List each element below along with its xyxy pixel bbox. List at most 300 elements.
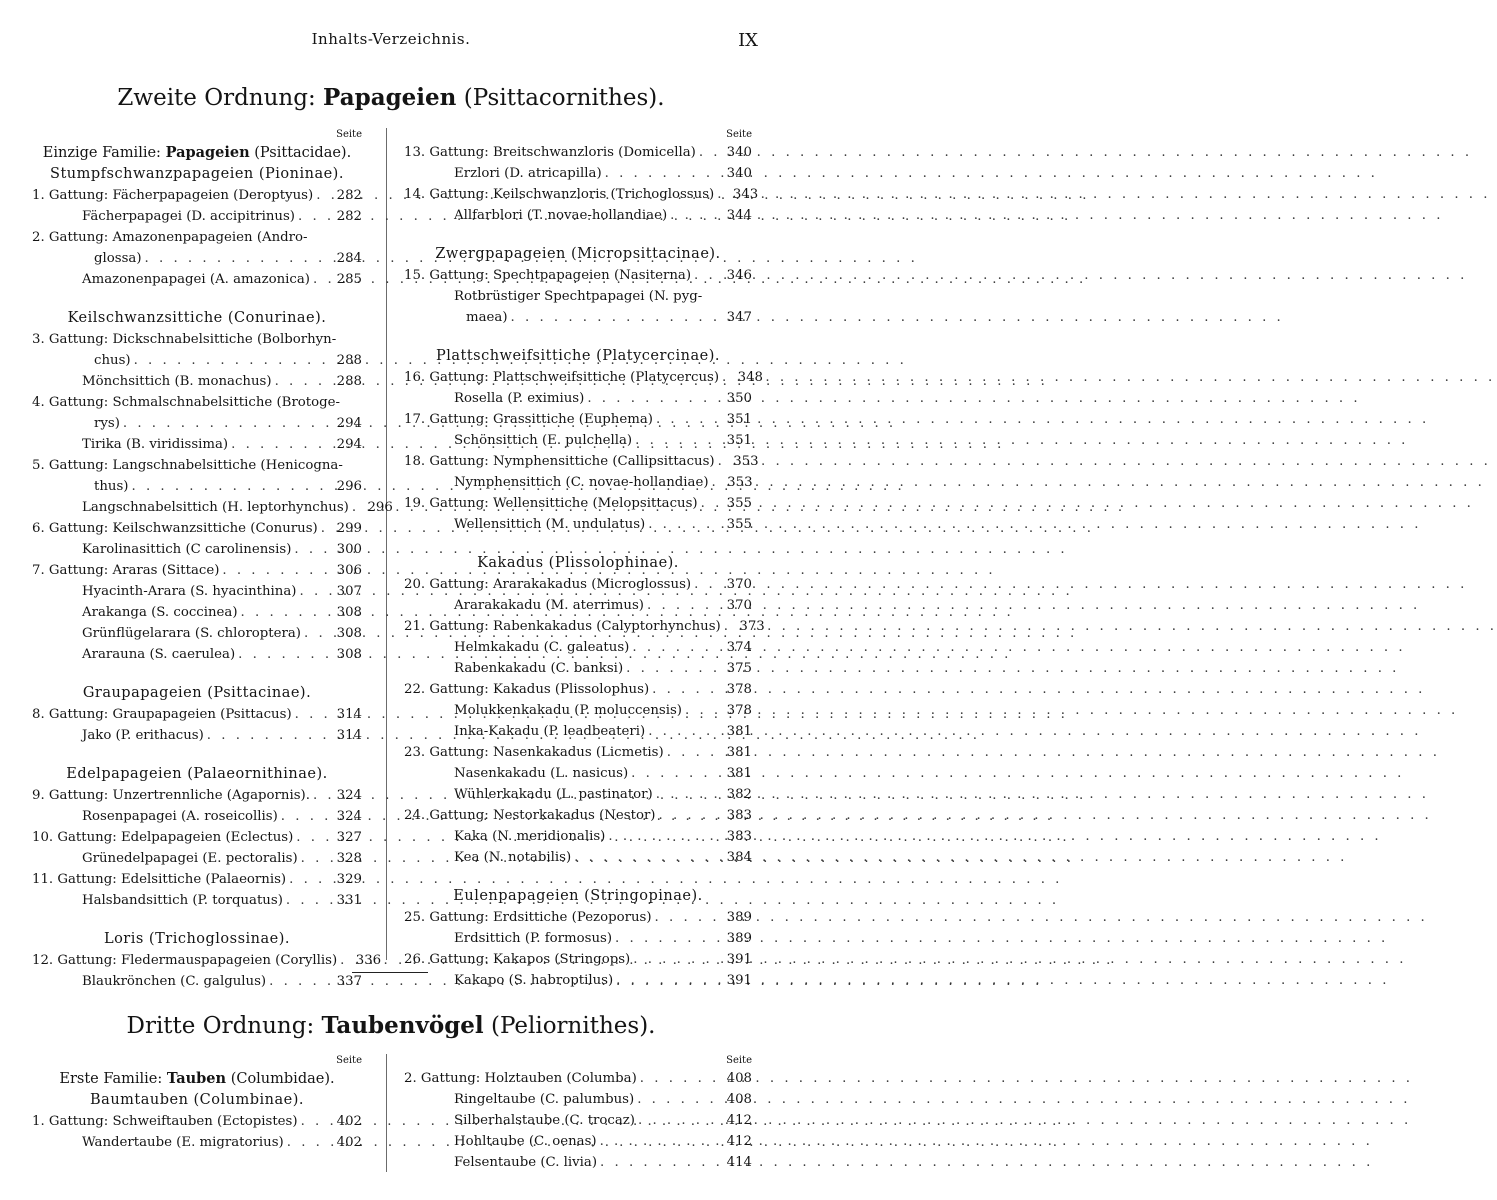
page-ref: 412	[726, 1113, 752, 1128]
entry-text: Rabenkakadu (C. banksi)	[454, 661, 624, 676]
page-ref: 350	[726, 391, 752, 406]
entry-text: 24. Gattung: Nestorkakadus (Nestor)	[404, 808, 656, 823]
leader-dots	[145, 248, 331, 269]
leader-dots	[574, 847, 721, 868]
species-entry	[404, 763, 752, 784]
genus-entry	[32, 704, 362, 725]
species-entry	[404, 970, 752, 991]
genus-entry	[32, 185, 362, 206]
entry-text: 9. Gattung: Unzertrennliche (Agapornis).	[32, 788, 310, 803]
genus-entry	[404, 367, 764, 388]
page-ref: 348	[737, 370, 764, 385]
entry-text: Kea (N. notabilis)	[454, 850, 572, 865]
leader-dots	[131, 476, 331, 497]
leader-dots	[286, 890, 331, 911]
entry-text: 20. Gattung: Ararakakadus (Microglossus)	[404, 577, 692, 592]
genus-entry	[404, 574, 752, 595]
page-ref: 296	[336, 479, 362, 494]
species-entry	[32, 539, 362, 560]
leader-dots	[600, 1131, 721, 1152]
page-ref: 314	[336, 707, 362, 722]
page-ref: 373	[739, 619, 765, 634]
family-heading	[32, 142, 362, 164]
subfamily-heading: Plattschweifsittiche (Platycercinae).	[435, 348, 721, 364]
entry-text: Helmkakadu (C. galeatus)	[454, 640, 630, 655]
genus-entry	[32, 329, 362, 350]
genus-entry	[404, 805, 752, 826]
entry-text: Kakapo (S. habroptilus)	[454, 973, 614, 988]
entry-text: 15. Gattung: Spechtpapageien (Nasiterna)	[404, 268, 692, 283]
page-ref: 327	[336, 830, 362, 845]
entry-text: 22. Gattung: Kakadus (Plissolophus)	[404, 682, 650, 697]
leader-dots	[304, 623, 331, 644]
entry-text: Langschnabelsittich (H. leptorhynchus)	[82, 500, 349, 515]
seite-label: Seite	[336, 1055, 362, 1066]
leader-dots	[722, 367, 732, 388]
leader-dots	[626, 658, 721, 679]
leader-dots	[656, 409, 721, 430]
spacer	[32, 665, 362, 683]
page-ref: 284	[336, 251, 362, 266]
leader-dots	[123, 413, 331, 434]
subfamily-heading: Stumpfschwanzpapageien (Pioninae).	[50, 166, 344, 182]
page-ref: 340	[726, 145, 752, 160]
entry-text: Silberhalstaube (C. trocaz)	[454, 1113, 635, 1128]
toc-left-column	[32, 1054, 362, 1153]
entry-text: Ringeltaube (C. palumbus)	[454, 1092, 635, 1107]
order-title-latin: (Psittacornithes).	[463, 85, 665, 111]
spacer	[404, 226, 752, 244]
leader-dots	[281, 806, 331, 827]
leader-dots	[511, 307, 721, 328]
page-ref: 389	[726, 931, 752, 946]
page-ref: 308	[336, 626, 362, 641]
entry-text: Felsentaube (C. livia)	[454, 1155, 598, 1170]
leader-dots	[667, 742, 721, 763]
species-entry	[404, 700, 752, 721]
entry-text: 16. Gattung: Plattschweifsittiche (Platycercus)	[404, 370, 720, 385]
entry-text: Kaka (N. meridionalis)	[454, 829, 606, 844]
species-entry	[32, 644, 362, 665]
entry-text: Arakanga (S. coccinea)	[82, 605, 238, 620]
genus-entry	[404, 949, 752, 970]
genus-entry	[32, 518, 362, 539]
species-entry	[32, 434, 362, 455]
genus-entry	[32, 560, 362, 581]
page-ref: 294	[336, 437, 362, 452]
leader-dots	[296, 827, 331, 848]
page-ref: 355	[726, 517, 752, 532]
leader-dots	[648, 514, 721, 535]
page-ref: 347	[726, 310, 752, 325]
page-ref: 306	[336, 563, 362, 578]
entry-text: 7. Gattung: Araras (Sittace)	[32, 563, 220, 578]
leader-dots	[724, 616, 734, 637]
family-name: Tauben	[166, 1070, 227, 1087]
page-ref: 344	[726, 208, 752, 223]
entry-text: Rosenpapagei (A. roseicollis)	[82, 809, 278, 824]
page-ref: 381	[726, 745, 752, 760]
entry-continuation	[32, 476, 362, 497]
species-entry	[32, 1132, 362, 1153]
page-ref: 314	[336, 728, 362, 743]
family-latin: (Psittacidae).	[254, 145, 352, 161]
leader-dots	[222, 560, 331, 581]
leader-dots	[275, 371, 331, 392]
entry-continuation	[404, 307, 752, 328]
leader-dots	[655, 907, 721, 928]
page-ref: 308	[336, 605, 362, 620]
page-ref: 343	[732, 187, 759, 202]
leader-dots	[587, 388, 721, 409]
page-ref: 336	[355, 953, 382, 968]
species-entry	[32, 269, 362, 290]
species-entry	[404, 514, 752, 535]
page-ref: 384	[726, 850, 752, 865]
leader-dots	[608, 826, 721, 847]
page-ref: 408	[726, 1092, 752, 1107]
entry-text: 11. Gattung: Edelsittiche (Palaeornis)	[32, 872, 287, 887]
species-entry	[32, 602, 362, 623]
entry-text: Wandertaube (E. migratorius)	[82, 1135, 284, 1150]
entry-text: Nasenkakadu (L. nasicus)	[454, 766, 629, 781]
entry-text: Grünflügelarara (S. chloroptera)	[82, 626, 301, 641]
page-ref: 288	[336, 353, 362, 368]
order-title-2	[0, 84, 782, 111]
page-ref: 408	[726, 1071, 752, 1086]
species-entry	[32, 890, 362, 911]
leader-dots	[313, 269, 331, 290]
leader-dots	[635, 430, 721, 451]
entry-text: Karolinasittich (C carolinensis)	[82, 542, 292, 557]
page-ref: 391	[726, 973, 752, 988]
entry-text: 19. Gattung: Wellensittiche (Melopsittacus)	[404, 496, 698, 511]
leader-dots	[640, 1068, 721, 1089]
entry-text: 1. Gattung: Fächerpapageien (Deroptyus)	[32, 188, 314, 203]
leader-dots	[659, 805, 722, 826]
species-entry	[404, 595, 752, 616]
page-ref: 383	[726, 829, 752, 844]
spacer	[32, 290, 362, 308]
species-entry	[404, 1110, 752, 1131]
entry-text: Inka-Kakadu (P. leadbeateri)	[454, 724, 646, 739]
page-ref: 381	[726, 766, 752, 781]
leader-dots	[699, 142, 721, 163]
leader-dots	[600, 1152, 721, 1173]
seite-label: Seite	[726, 1055, 752, 1066]
subfamily-heading: Baumtauben (Columbinae).	[90, 1092, 304, 1108]
genus-entry	[32, 869, 362, 890]
order-title-name: Papageien	[323, 84, 457, 111]
leader-dots	[313, 785, 331, 806]
subfamily-heading: Graupapageien (Psittacinae).	[82, 685, 312, 701]
page-ref: 355	[726, 496, 752, 511]
page-number: IX	[738, 30, 758, 51]
leader-dots	[295, 704, 331, 725]
leader-dots	[231, 434, 331, 455]
page-ref: 374	[726, 640, 752, 655]
column-divider	[386, 1054, 387, 1172]
subfamily-heading: Zwergpapageien (Micropsittacinae).	[435, 246, 721, 262]
page-ref: 324	[336, 788, 362, 803]
leader-dots	[238, 644, 331, 665]
subfamily-heading: Edelpapageien (Palaeornithinae).	[66, 766, 328, 782]
genus-entry	[404, 409, 752, 430]
toc-right-column	[404, 1054, 752, 1173]
species-entry	[404, 1089, 752, 1110]
leader-dots	[694, 265, 721, 286]
page-ref: 300	[336, 542, 362, 557]
entry-text: Halsbandsittich (P. torquatus)	[82, 893, 283, 908]
entry-text: 6. Gattung: Keilschwanzsittiche (Conurus)	[32, 521, 318, 536]
page-ref: 351	[726, 433, 752, 448]
species-entry	[404, 163, 752, 184]
page-ref: 331	[336, 893, 362, 908]
leader-dots	[718, 451, 728, 472]
genus-entry	[404, 679, 752, 700]
species-entry	[404, 430, 752, 451]
entry-text: Wühlerkakadu (L. pastinator)	[454, 787, 653, 802]
leader-dots	[670, 205, 721, 226]
entry-text: 2. Gattung: Amazonenpapageien (Andro-	[32, 230, 308, 245]
entry-text: Allfarblori (T. novae-hollandiae)	[454, 208, 668, 223]
seite-label: Seite	[726, 129, 752, 140]
page-ref: 299	[336, 521, 362, 536]
species-entry	[32, 806, 362, 827]
genus-entry	[404, 265, 752, 286]
entry-text: Mönchsittich (B. monachus)	[82, 374, 272, 389]
page-ref: 351	[726, 412, 752, 427]
species-entry	[404, 826, 752, 847]
spacer	[404, 328, 752, 346]
order-title-prefix: Dritte Ordnung:	[126, 1013, 315, 1039]
entry-text: 8. Gattung: Graupapageien (Psittacus)	[32, 707, 292, 722]
entry-text: 2. Gattung: Holztauben (Columba)	[404, 1071, 637, 1086]
species-entry	[404, 637, 752, 658]
entry-text: 26. Gattung: Kakapos (Stringops)	[404, 952, 631, 967]
entry-continuation	[32, 413, 362, 434]
page-ref: 383	[726, 808, 752, 823]
entry-text: Nymphensittich (C. novae-hollandiae)	[454, 475, 709, 490]
genus-entry	[404, 493, 752, 514]
subfamily-heading: Kakadus (Plissolophinae).	[477, 555, 679, 571]
species-entry	[404, 205, 752, 226]
leader-dots	[294, 539, 331, 560]
page-ref: 308	[336, 647, 362, 662]
leader-dots	[269, 971, 331, 992]
species-entry	[404, 1152, 752, 1173]
entry-text: Ararauna (S. caerulea)	[82, 647, 236, 662]
entry-text: 17. Gattung: Grassittiche (Euphema)	[404, 412, 653, 427]
entry-text: 21. Gattung: Rabenkakadus (Calyptorhynchus)	[404, 619, 721, 634]
order-title-name: Taubenvögel	[321, 1012, 484, 1039]
leader-dots	[648, 721, 721, 742]
page-ref: 353	[733, 454, 759, 469]
page-ref: 337	[336, 974, 362, 989]
species-entry	[404, 784, 752, 805]
running-head: Inhalts-Verzeichnis.	[311, 30, 471, 48]
entry-text: Hyacinth-Arara (S. hyacinthina)	[82, 584, 297, 599]
species-entry	[404, 286, 752, 307]
page-ref: 294	[336, 416, 362, 431]
entry-text: 14. Gattung: Keilschwanzloris (Trichoglossus)	[404, 187, 715, 202]
genus-entry	[404, 184, 759, 205]
leader-dots	[717, 184, 727, 205]
entry-text: chus)	[94, 353, 131, 368]
leader-dots	[301, 1111, 331, 1132]
page-ref: 381	[726, 724, 752, 739]
leader-dots	[616, 970, 721, 991]
spacer	[404, 535, 752, 553]
leader-dots	[241, 602, 331, 623]
page-ref: 328	[336, 851, 362, 866]
page-ref: 375	[726, 661, 752, 676]
leader-dots	[633, 949, 721, 970]
spacer	[404, 868, 752, 886]
leader-dots	[321, 518, 331, 539]
page-ref: 402	[336, 1114, 362, 1129]
entry-text: 25. Gattung: Erdsittiche (Pezoporus)	[404, 910, 652, 925]
section-divider	[352, 972, 428, 973]
genus-entry	[404, 1068, 752, 1089]
leader-dots	[299, 581, 331, 602]
genus-entry	[404, 451, 759, 472]
species-entry	[404, 928, 752, 949]
page-ref: 324	[336, 809, 362, 824]
leader-dots	[134, 350, 331, 371]
family-heading	[32, 1068, 362, 1090]
entry-text: Ararakakadu (M. aterrimus)	[454, 598, 644, 613]
genus-entry	[32, 785, 362, 806]
entry-text: 12. Gattung: Fledermauspapageien (Coryllis)	[32, 953, 338, 968]
leader-dots	[632, 637, 721, 658]
toc-right-column	[404, 128, 765, 991]
genus-entry	[32, 827, 362, 848]
species-entry	[32, 206, 362, 227]
entry-text: Tirika (B. viridissima)	[82, 437, 229, 452]
page-ref: 378	[726, 703, 752, 718]
page-ref: 414	[726, 1155, 752, 1170]
spacer	[32, 746, 362, 764]
entry-text: 4. Gattung: Schmalschnabelsittiche (Brotoge-	[32, 395, 341, 410]
entry-text: glossa)	[94, 251, 142, 266]
genus-entry	[32, 950, 382, 971]
page-ref: 389	[726, 910, 752, 925]
species-entry	[404, 388, 752, 409]
family-latin: (Columbidae).	[230, 1071, 335, 1087]
page-ref: 353	[727, 475, 753, 490]
leader-dots	[647, 595, 721, 616]
leader-dots	[316, 185, 331, 206]
species-entry	[404, 721, 752, 742]
page-ref: 391	[726, 952, 752, 967]
leader-dots	[701, 493, 721, 514]
species-entry	[32, 725, 362, 746]
page-ref: 282	[336, 188, 362, 203]
species-entry	[404, 658, 752, 679]
species-entry	[404, 1131, 752, 1152]
leader-dots	[638, 1110, 721, 1131]
seite-label: Seite	[336, 129, 362, 140]
entry-text: 10. Gattung: Edelpapageien (Eclectus)	[32, 830, 294, 845]
leader-dots	[287, 1132, 331, 1153]
page-ref: 370	[726, 577, 752, 592]
entry-text: Schönsittich (E. pulchella)	[454, 433, 633, 448]
page-ref: 340	[726, 166, 752, 181]
page-ref: 329	[336, 872, 362, 887]
leader-dots	[694, 574, 721, 595]
leader-dots	[631, 763, 721, 784]
page-ref: 288	[336, 374, 362, 389]
entry-text: Amazonenpapagei (A. amazonica)	[82, 272, 310, 287]
subfamily-heading: Loris (Trichoglossinae).	[103, 931, 291, 947]
leader-dots	[685, 700, 721, 721]
species-entry	[32, 971, 362, 992]
entry-text: Blaukrönchen (C. galgulus)	[82, 974, 267, 989]
entry-continuation	[32, 248, 362, 269]
genus-entry	[32, 227, 362, 248]
leader-dots	[615, 928, 721, 949]
genus-entry	[404, 616, 765, 637]
leader-dots	[637, 1089, 721, 1110]
leader-dots	[605, 163, 721, 184]
entry-text: Jako (P. erithacus)	[82, 728, 204, 743]
page-ref: 370	[726, 598, 752, 613]
species-entry	[32, 623, 362, 644]
leader-dots	[652, 679, 721, 700]
page-ref: 346	[726, 268, 752, 283]
genus-entry	[404, 907, 752, 928]
entry-text: maea)	[466, 310, 508, 325]
family-name: Papageien	[165, 144, 250, 161]
genus-entry	[404, 142, 752, 163]
toc-left-column	[32, 128, 393, 992]
order-title-latin: (Peliornithes).	[490, 1013, 656, 1039]
genus-entry	[32, 1111, 362, 1132]
page-ref: 378	[726, 682, 752, 697]
entry-text: 13. Gattung: Breitschwanzloris (Domicella)	[404, 145, 696, 160]
subfamily-heading: Keilschwanzsittiche (Conurinae).	[67, 310, 327, 326]
leader-dots	[207, 725, 331, 746]
entry-text: thus)	[94, 479, 129, 494]
leader-dots	[289, 869, 331, 890]
family-label: Erste Familie:	[59, 1071, 163, 1087]
entry-text: rys)	[94, 416, 120, 431]
family-label: Einzige Familie:	[42, 145, 161, 161]
order-title-prefix: Zweite Ordnung:	[117, 85, 316, 111]
genus-entry	[32, 392, 362, 413]
entry-text: Grünedelpapagei (E. pectoralis)	[82, 851, 298, 866]
order-title-3	[0, 1012, 782, 1039]
species-entry	[32, 581, 362, 602]
leader-dots	[352, 497, 362, 518]
species-entry	[32, 371, 362, 392]
page-ref: 412	[726, 1134, 752, 1149]
entry-text: 18. Gattung: Nymphensittiche (Callipsittacus)	[404, 454, 715, 469]
leader-dots	[298, 206, 331, 227]
entry-text: Fächerpapagei (D. accipitrinus)	[82, 209, 295, 224]
species-entry	[404, 847, 752, 868]
entry-continuation	[32, 350, 362, 371]
page-ref: 285	[336, 272, 362, 287]
page-ref: 307	[336, 584, 362, 599]
page-ref: 382	[726, 787, 752, 802]
entry-text: Molukkenkakadu (P. moluccensis)	[454, 703, 682, 718]
leader-dots	[712, 472, 722, 493]
entry-text: 5. Gattung: Langschnabelsittiche (Henicogna-	[32, 458, 343, 473]
leader-dots	[340, 950, 350, 971]
entry-text: Erzlori (D. atricapilla)	[454, 166, 602, 181]
